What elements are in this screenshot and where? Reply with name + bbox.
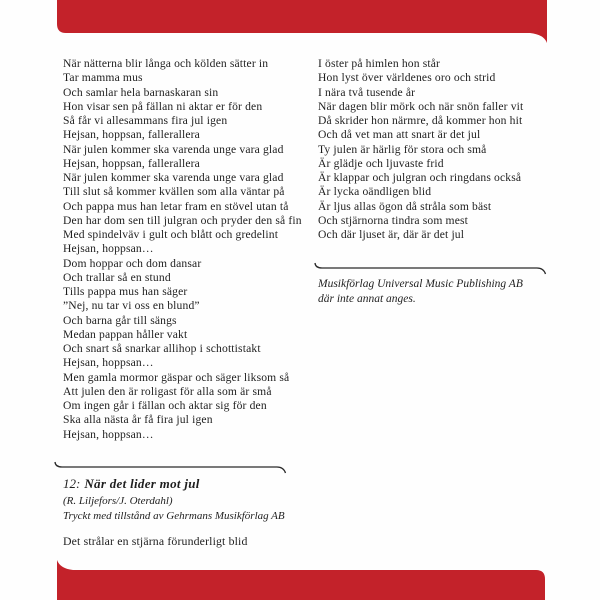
lyric-line: Och samlar hela barnaskaran sin [63,85,219,99]
lyric-line: Hejsan, hoppsan, fallerallera [63,156,200,170]
lyric-line: När dagen blir mörk och när snön faller vit [318,99,524,113]
lyric-line: Är lycka oändligen blid [318,185,432,199]
lyric-line: Ty julen är härlig för stora och små [318,142,487,156]
lyric-line: Så får vi allesammans fira jul igen [63,114,228,127]
left-lyrics-column [63,57,315,442]
footer-line: där inte annat anges. [318,293,416,305]
top-red-band [57,0,547,43]
left-divider-rule [55,462,286,473]
bottom-red-band [57,560,545,600]
publisher-footer [318,277,523,307]
right-divider-rule [315,263,546,274]
lyric-line: Och pappa mus han letar fram en stövel utan tå [63,199,289,213]
lyric-line: Hejsan, hoppsan, fallerallera [63,128,200,142]
lyric-line: Är klappar och julgran och ringdans också [318,171,522,184]
lyric-line: Till slut så kommer kvällen som alla väntar på [63,185,285,199]
song-header [63,476,200,492]
lyric-line: Och barna går till sängs [63,313,177,327]
song-license-note: Tryckt med tillstånd av Gehrmans Musikförlag AB [63,510,285,522]
lyric-line: Då skrider hon närmre, då kommer hon hit [318,114,523,127]
lyric-line: ”Nej, nu tar vi oss en blund” [63,299,200,313]
lyric-line: Om ingen går i fällan och aktar sig för den [63,399,267,412]
lyric-line: Hejsan, hoppsan… [63,242,154,256]
lyric-line: Hon lyst över världenes oro och strid [318,71,496,85]
lyric-line: Och trallar så en stund [63,270,171,284]
lyric-line: Hejsan, hoppsan… [63,427,154,441]
lyric-line: I nära två tusende år [318,85,416,99]
song-first-line: Det strålar en stjärna förunderligt blid [63,534,248,548]
right-lyrics-column [318,57,550,242]
lyric-line: Med spindelväv i gult och blått och gredelint [63,228,279,241]
lyric-line: Och då vet man att snart är det jul [318,128,481,142]
lyric-line: När nätterna blir långa och kölden sätter in [63,57,269,70]
lyric-line: Att julen den är roligast för alla som är små [63,384,272,398]
lyric-line: Och stjärnorna tindra som mest [318,213,469,227]
lyric-line: Är glädje och ljuvaste frid [318,156,444,170]
lyric-line: Och snart så snarkar allihop i schottistakt [63,342,261,355]
lyric-line: Dom hoppar och dom dansar [63,256,202,270]
lyric-line: Är ljus allas ögon då stråla som bäst [318,199,492,213]
song-title: När det lider mot jul [84,476,200,491]
lyric-line: Ska alla nästa år få fira jul igen [63,413,213,427]
lyric-line: När julen kommer ska varenda unge vara glad [63,142,284,156]
lyric-line: Hon visar sen på fällan ni aktar er för den [63,99,263,113]
lyric-line: Tills pappa mus han säger [63,285,188,298]
lyric-line: När julen kommer ska varenda unge vara glad [63,171,284,184]
lyric-line: Den har dom sen till julgran och pryder den så fin [63,213,302,227]
song-number: 12: [63,476,81,491]
lyric-line: I öster på himlen hon står [318,57,441,70]
lyric-line: Hejsan, hoppsan… [63,356,154,370]
lyric-line: Och där ljuset är, där är det jul [318,228,465,241]
lyric-line: Tar mamma mus [63,71,143,85]
footer-line: Musikförlag Universal Music Publishing AB [318,278,523,290]
lyric-line: Medan pappan håller vakt [63,327,188,341]
song-credits: (R. Liljefors/J. Oterdahl) [63,495,173,507]
lyric-line: Men gamla mormor gäspar och säger liksom så [63,370,290,384]
